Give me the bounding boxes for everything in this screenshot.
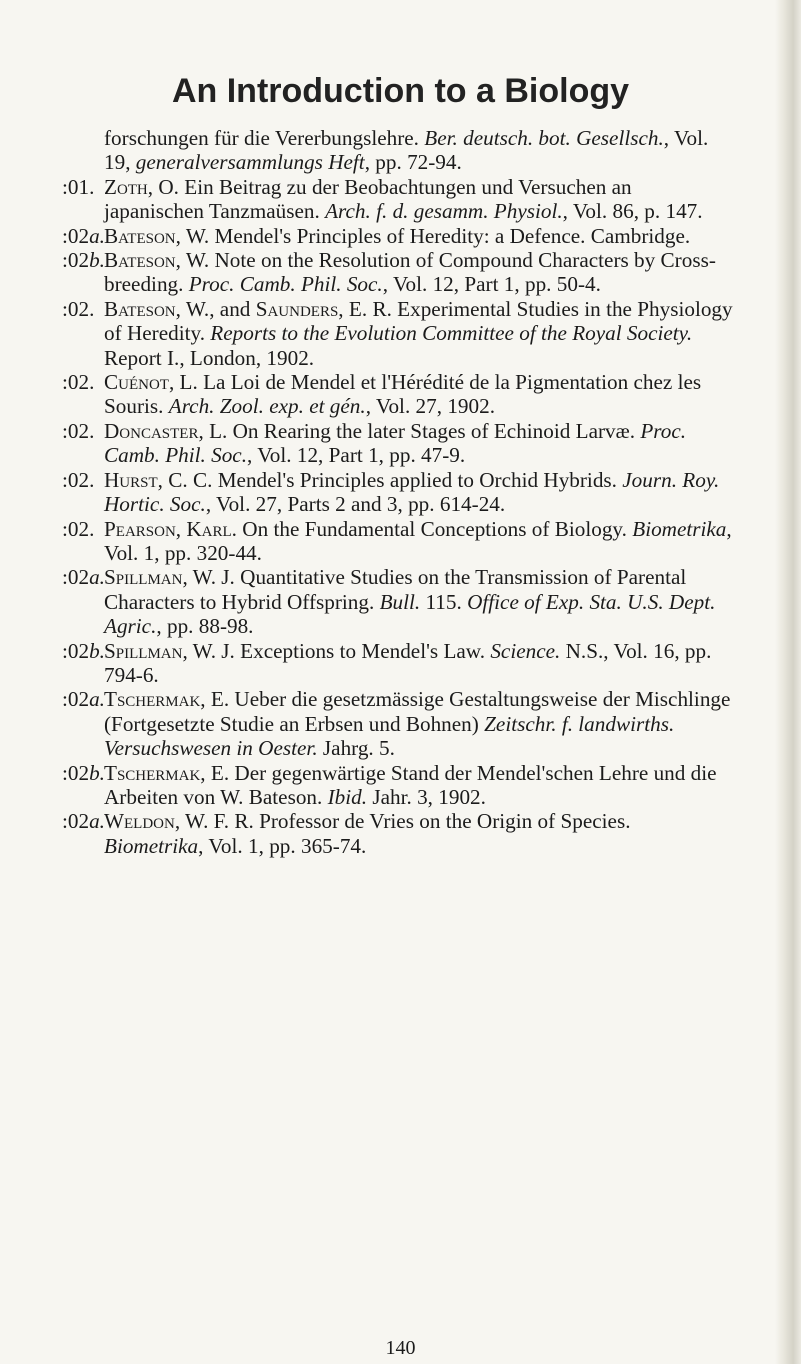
reference-text: 115. — [420, 589, 468, 614]
reference-year: :02b. — [62, 248, 105, 273]
reference-author: Tschermak, E. — [104, 687, 230, 712]
reference-text: Report I., London, 1902. — [104, 345, 315, 370]
journal-title: Ber. deutsch. bot. Gesellsch. — [424, 126, 664, 150]
reference-entry — [62, 639, 734, 688]
reference-text: , Vol. 12, Part 1, pp. 50-4. — [382, 272, 601, 297]
continuation-text: forschungen für die Vererbungslehre. — [104, 126, 425, 150]
reference-year: :02. — [62, 418, 95, 443]
journal-title: Reports to the Evolution Committee of the Royal Society. — [210, 321, 693, 346]
page-edge-shadow — [775, 0, 801, 1364]
reference-entry — [62, 175, 734, 224]
reference-text: and — [214, 296, 256, 321]
reference-year: :02. — [62, 467, 95, 492]
reference-author: Pearson, Karl. — [104, 516, 237, 541]
continuation-text: , Vol. 19, — [104, 126, 709, 175]
journal-title: Arch. Zool. exp. et gén. — [168, 394, 366, 419]
reference-text: Ein Beitrag zu der Beobachtungen und Versuchen an japanischen Tanzmaüsen. — [104, 174, 632, 224]
reference-text: On the Fundamental Conceptions of Biology. — [236, 516, 633, 541]
reference-year: :01. — [62, 174, 95, 199]
reference-text: Mendel's Principles of Heredity: a Defence. Cambridge. — [209, 223, 691, 248]
journal-title: Journ. Roy. Hortic. Soc. — [104, 467, 720, 517]
reference-text: , Vol. 1, pp. 365-74. — [198, 833, 367, 858]
journal-title: Office of Exp. Sta. U.S. Dept. Agric. — [104, 589, 716, 639]
reference-entry — [62, 761, 734, 810]
reference-text: Jahr. 3, 1902. — [367, 784, 486, 809]
reference-text: Experimental Studies in the Physiology of Heredity. — [104, 296, 733, 346]
reference-year: :02a. — [62, 565, 105, 590]
journal-title: generalversammlungs Heft — [135, 150, 365, 175]
reference-author: Tschermak, E. — [104, 760, 230, 785]
reference-text: , Vol. 1, pp. 320-44. — [104, 516, 732, 565]
reference-text: Exceptions to Mendel's Law. — [234, 638, 491, 663]
reference-year: :02. — [62, 370, 95, 395]
journal-title: Science. — [490, 638, 561, 663]
journal-title: Biometrika — [104, 833, 199, 858]
reference-entry — [62, 224, 734, 248]
reference-continuation — [62, 126, 734, 175]
journal-title: Biometrika — [632, 516, 727, 541]
page-title: An Introduction to a Biology — [171, 72, 630, 110]
reference-text: Professor de Vries on the Origin of Species. — [253, 809, 631, 834]
reference-entry — [62, 468, 734, 517]
reference-text: La Loi de Mendel et l'Hérédité de la Pigmentation chez les Souris. — [104, 370, 702, 419]
reference-year: :02. — [62, 296, 95, 321]
reference-entry — [62, 370, 734, 419]
reference-text: Note on the Resolution of Compound Characters by Cross-breeding. — [104, 248, 716, 297]
journal-title: Bull. — [379, 589, 421, 614]
reference-entry — [62, 419, 734, 468]
reference-author: Weldon, W. F. R. — [104, 809, 254, 834]
reference-entry — [62, 517, 734, 566]
reference-year: :02a. — [62, 809, 105, 834]
reference-text: , Vol. 86, p. 147. — [562, 199, 703, 224]
reference-author: Spillman, W. J. — [104, 638, 235, 663]
reference-text: , pp. 88-98. — [156, 614, 254, 639]
reference-text: , Vol. 27, Parts 2 and 3, pp. 614-24. — [205, 492, 506, 517]
reference-text: Jahrg. 5. — [317, 736, 395, 761]
reference-text: Quantitative Studies on the Transmission of Parental Characters to Hybrid Offspring. — [104, 565, 687, 614]
reference-author: Bateson, W. — [104, 248, 210, 273]
reference-text: , Vol. 27, 1902. — [365, 394, 495, 419]
reference-text: N.S., Vol. 16, pp. 794-6. — [104, 638, 712, 687]
reference-author: Bateson, W. — [104, 223, 210, 248]
journal-title: Ibid. — [327, 784, 368, 809]
reference-entry — [62, 297, 734, 370]
reference-year: :02b. — [62, 638, 105, 663]
reference-text: On Rearing the later Stages of Echinoid Larvæ. — [227, 418, 641, 443]
reference-list — [62, 126, 734, 858]
reference-year: :02a. — [62, 687, 105, 712]
reference-author: Spillman, W. J. — [104, 565, 235, 590]
reference-entry — [62, 809, 734, 858]
journal-title: Zeitschr. f. landwirths. Versuchswesen in Oester. — [104, 711, 675, 761]
reference-year: :02. — [62, 516, 95, 541]
page-number: 140 — [385, 1337, 416, 1359]
reference-year: :02a. — [62, 223, 105, 248]
reference-text: Mendel's Principles applied to Orchid Hybrids. — [212, 467, 623, 492]
reference-author: Doncaster, L. — [104, 418, 228, 443]
reference-author: Hurst, C. C. — [104, 467, 213, 492]
continuation-text: , pp. 72-94. — [364, 150, 462, 175]
reference-text: Der gegenwärtige Stand der Mendel'schen Lehre und die Arbeiten von W. Bateson. — [104, 760, 717, 809]
reference-text: Ueber die gesetzmässige Gestaltungsweise der Mischlinge (Fortgesetzte Studie an Erbsen und Bohnen) — [104, 687, 731, 736]
journal-title: Arch. f. d. gesamm. Physiol. — [325, 199, 563, 224]
reference-author: Bateson, W., — [104, 296, 215, 321]
journal-title: Proc. Camb. Phil. Soc. — [188, 272, 383, 297]
reference-text: , Vol. 12, Part 1, pp. 47-9. — [247, 443, 466, 468]
reference-entry — [62, 248, 734, 297]
reference-author: Cuénot, L. — [104, 370, 198, 395]
reference-author: Zoth, O. — [104, 174, 179, 199]
reference-author: Saunders, E. R. — [255, 296, 392, 321]
journal-title: Proc. Camb. Phil. Soc. — [104, 418, 687, 468]
reference-entry — [62, 565, 734, 638]
reference-entry — [62, 687, 734, 760]
reference-year: :02b. — [62, 760, 105, 785]
